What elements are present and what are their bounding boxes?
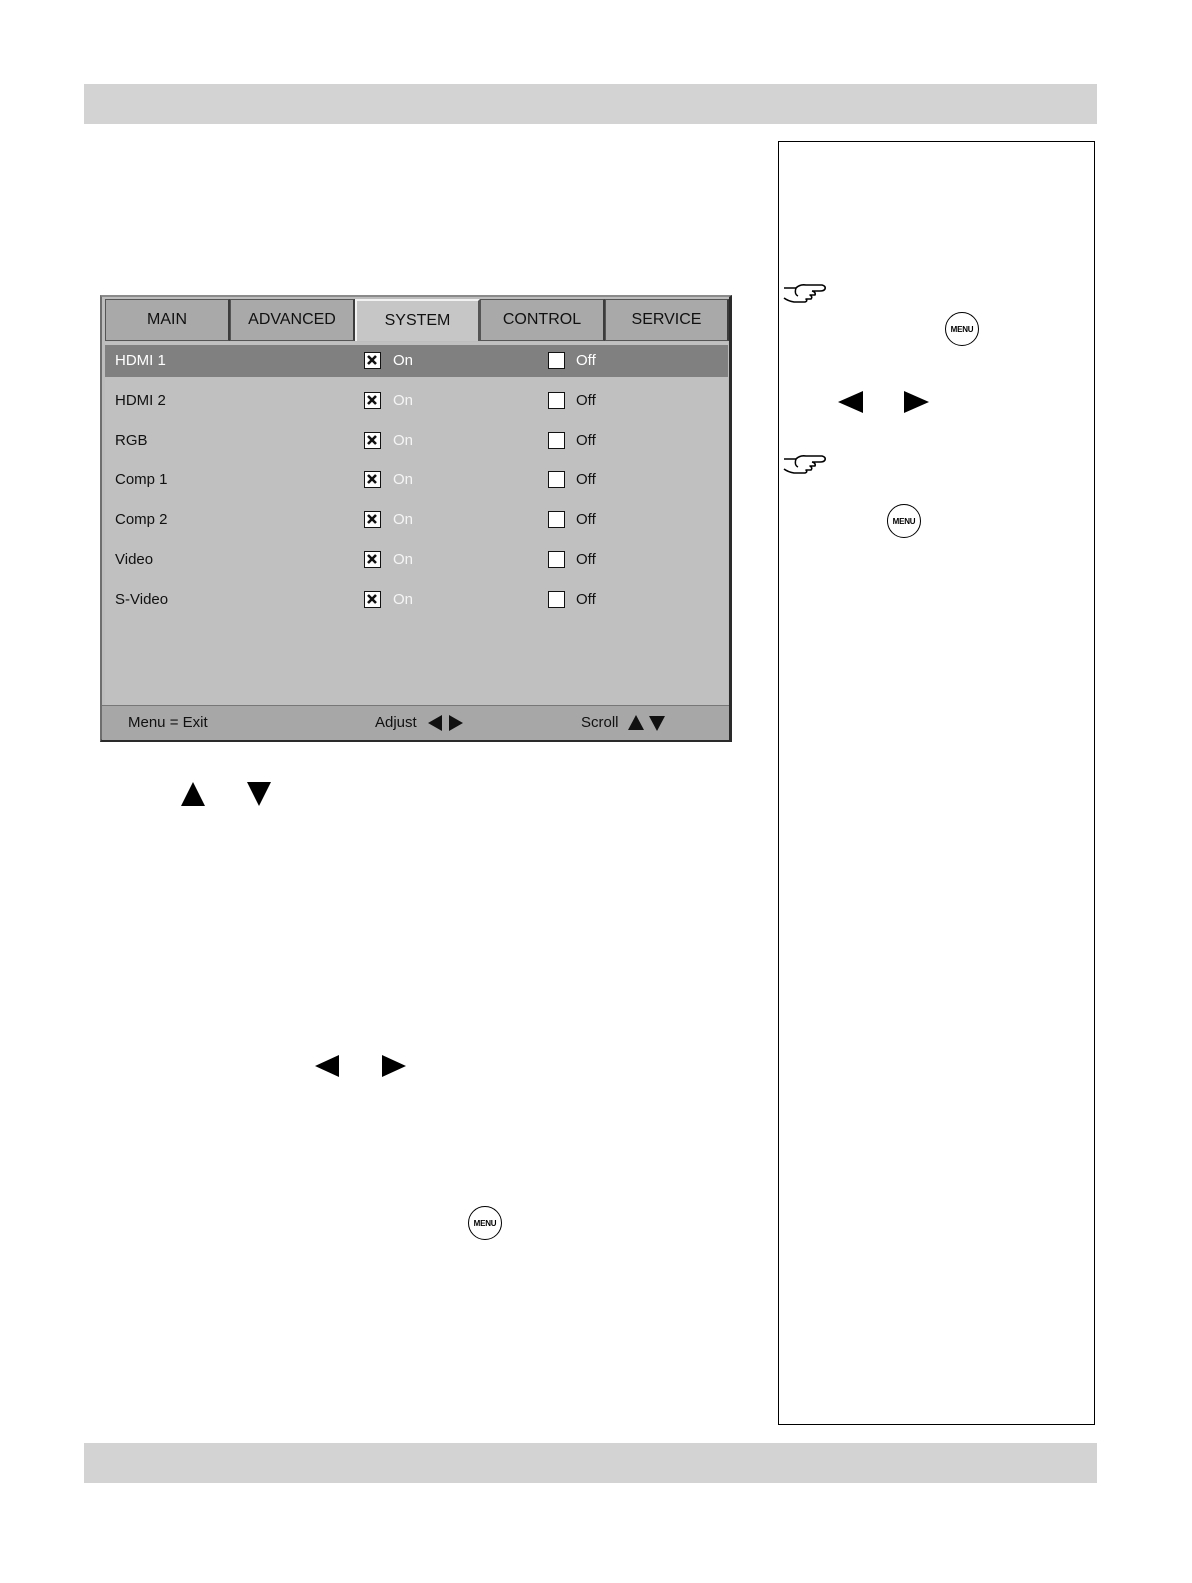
- menu-button-icon: MENU: [887, 504, 921, 538]
- off-label: Off: [576, 471, 596, 488]
- off-checkbox[interactable]: [548, 591, 565, 608]
- setting-row-comp1[interactable]: [105, 464, 728, 496]
- checked-x-icon: [366, 553, 378, 565]
- footer-band: [84, 1443, 1097, 1483]
- on-label: On: [393, 551, 414, 568]
- checked-x-icon: [366, 593, 378, 605]
- setting-label: Comp 2: [115, 511, 168, 528]
- on-checkbox[interactable]: [364, 471, 381, 488]
- off-label: Off: [576, 591, 596, 608]
- off-checkbox[interactable]: [548, 551, 565, 568]
- adjust-hint: Adjust: [375, 714, 417, 731]
- left-right-arrows-icon: [428, 715, 464, 731]
- down-arrow-icon: [246, 781, 272, 807]
- tab-main[interactable]: MAIN: [105, 299, 230, 341]
- checked-x-icon: [366, 354, 378, 366]
- setting-label: Comp 1: [115, 471, 168, 488]
- off-label: Off: [576, 392, 596, 409]
- setting-row-s-video[interactable]: [105, 584, 728, 616]
- checked-x-icon: [366, 394, 378, 406]
- setting-row-hdmi2[interactable]: [105, 385, 728, 417]
- off-label: Off: [576, 432, 596, 449]
- off-checkbox[interactable]: [548, 511, 565, 528]
- off-checkbox[interactable]: [548, 352, 565, 369]
- scroll-hint: Scroll: [581, 714, 619, 731]
- off-checkbox[interactable]: [548, 432, 565, 449]
- setting-row-rgb[interactable]: [105, 425, 728, 457]
- setting-row-hdmi1[interactable]: [105, 345, 728, 377]
- on-label: On: [393, 591, 414, 608]
- header-band: [84, 84, 1097, 124]
- setting-label: HDMI 1: [115, 352, 166, 369]
- setting-row-video[interactable]: [105, 544, 728, 576]
- right-arrow-icon: [381, 1054, 407, 1078]
- tab-control[interactable]: CONTROL: [480, 299, 605, 341]
- menu-button-icon: MENU: [468, 1206, 502, 1240]
- off-label: Off: [576, 352, 596, 369]
- checked-x-icon: [366, 513, 378, 525]
- setting-label: S-Video: [115, 591, 169, 608]
- on-label: On: [393, 392, 414, 409]
- left-arrow-icon: [314, 1054, 340, 1078]
- up-arrow-icon: [180, 781, 206, 807]
- off-label: Off: [576, 551, 596, 568]
- on-checkbox[interactable]: [364, 432, 381, 449]
- on-checkbox[interactable]: [364, 591, 381, 608]
- on-label: On: [393, 471, 414, 488]
- menu-button-icon: MENU: [945, 312, 979, 346]
- tab-advanced[interactable]: ADVANCED: [230, 299, 355, 341]
- right-arrow-icon: [903, 390, 930, 414]
- osd-settings-panel: [105, 342, 728, 706]
- osd-tabs: [105, 299, 729, 341]
- pointing-hand-icon: [782, 282, 828, 304]
- pointing-hand-icon: [782, 453, 828, 475]
- setting-label: RGB: [115, 432, 148, 449]
- off-checkbox[interactable]: [548, 471, 565, 488]
- on-checkbox[interactable]: [364, 511, 381, 528]
- tab-system[interactable]: SYSTEM: [355, 299, 480, 341]
- on-checkbox[interactable]: [364, 551, 381, 568]
- checked-x-icon: [366, 473, 378, 485]
- setting-label: Video: [115, 551, 154, 568]
- setting-row-comp2[interactable]: [105, 504, 728, 536]
- checked-x-icon: [366, 434, 378, 446]
- on-checkbox[interactable]: [364, 392, 381, 409]
- sidebar-notes-box: [778, 141, 1095, 1425]
- on-label: On: [393, 511, 414, 528]
- osd-footer: [102, 705, 729, 740]
- setting-label: HDMI 2: [115, 392, 166, 409]
- off-checkbox[interactable]: [548, 392, 565, 409]
- up-down-arrows-icon: [628, 715, 666, 731]
- off-label: Off: [576, 511, 596, 528]
- on-label: On: [393, 352, 414, 369]
- on-label: On: [393, 432, 414, 449]
- osd-menu: [100, 295, 732, 742]
- tab-service[interactable]: SERVICE: [605, 299, 729, 341]
- on-checkbox[interactable]: [364, 352, 381, 369]
- left-arrow-icon: [837, 390, 864, 414]
- menu-exit-hint: Menu = Exit: [128, 714, 208, 731]
